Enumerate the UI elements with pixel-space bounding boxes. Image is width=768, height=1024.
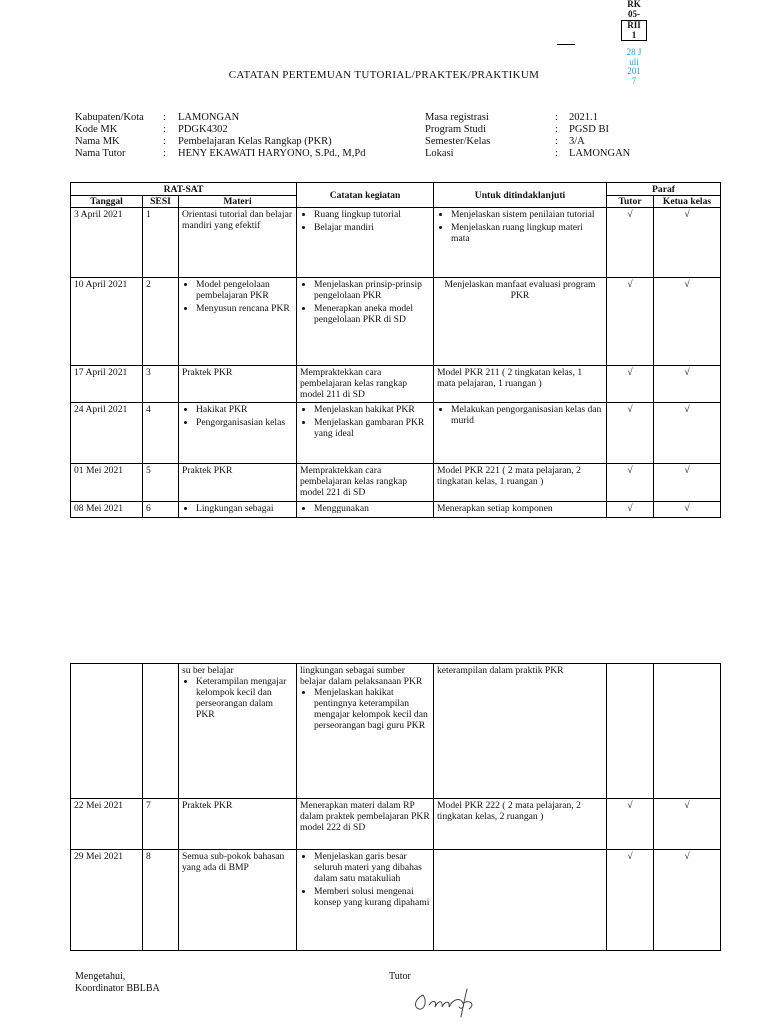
cell-tanggal — [71, 403, 143, 464]
cell-tindak-text: Model PKR 222 ( 2 mata pelajaran, 2 tingkatan kelas, 2 ruangan ) — [437, 800, 581, 822]
cell-paraf-ketua — [654, 464, 721, 502]
cell-paraf-tutor-text: √ — [627, 279, 633, 290]
cell-materi-text: Orientasi tutorial dan belajar mandiri yang efektif — [182, 209, 293, 231]
list-item: • Menjelaskan ruang lingkup materi mata — [451, 222, 603, 244]
activity-table — [70, 182, 721, 518]
cell-sesi — [143, 664, 179, 799]
cell-tindak-list — [437, 404, 603, 426]
cell-catatan-text: Menerapkan materi dalam RP dalam praktek pembelajaran PKR model 222 di SD — [300, 800, 430, 833]
cell-materi — [179, 278, 297, 366]
info-right-labels — [425, 112, 535, 160]
page-title: CATATAN PERTEMUAN TUTORIAL/PRAKTEK/PRAKTIKUM — [228, 69, 540, 81]
cell-materi-text: Praktek PKR — [182, 465, 233, 476]
cell-materi-text: Semua sub-pokok bahasan yang ada di BMP — [182, 851, 285, 873]
header-ketua: Ketua kelas — [654, 196, 721, 208]
list-item: • Menjelaskan hakikat pentingnya keterampilan mengajar kelompok kecil dan perseorangan bagi guru PKR — [314, 687, 430, 731]
cell-paraf-tutor — [607, 403, 654, 464]
table-row — [71, 403, 721, 464]
cell-tindak-text: Model PKR 221 ( 2 mata pelajaran, 2 tingkatan kelas, 1 ruangan ) — [437, 465, 581, 487]
cell-paraf-ketua — [654, 366, 721, 403]
table-row — [71, 208, 721, 278]
header-paraf: Paraf — [607, 183, 721, 196]
cell-materi-list — [182, 279, 293, 314]
cell-catatan — [297, 208, 434, 278]
cell-materi — [179, 502, 297, 518]
cell-sesi — [143, 208, 179, 278]
cell-tindak-text: Menerapkan setiap komponen — [437, 503, 553, 514]
cell-catatan-list — [300, 687, 430, 731]
cell-paraf-tutor-text: √ — [627, 404, 633, 415]
cell-paraf-tutor — [607, 502, 654, 518]
cell-tanggal — [71, 366, 143, 403]
cell-catatan-list — [300, 209, 430, 233]
header-tutor: Tutor — [607, 196, 654, 208]
cell-tindak — [434, 403, 607, 464]
info-value: LAMONGAN — [178, 112, 240, 123]
cell-paraf-tutor-text: √ — [627, 209, 633, 220]
document-date: 28 Juli 2017 — [626, 47, 642, 86]
info-label: Semester/Kelas — [425, 136, 491, 147]
cell-paraf-ketua — [654, 850, 721, 951]
cell-tanggal — [71, 278, 143, 366]
cell-paraf-tutor-text: √ — [627, 503, 633, 514]
cell-materi — [179, 850, 297, 951]
cell-materi-text: Praktek PKR — [182, 367, 233, 378]
cell-paraf-ketua-text: √ — [684, 800, 690, 811]
cell-tanggal — [71, 464, 143, 502]
code-boxed-a: RII — [627, 20, 641, 30]
cell-tindak-text: keterampilan dalam praktik PKR — [437, 665, 564, 676]
table-row — [71, 464, 721, 502]
list-item: • Ruang lingkup tutorial — [314, 209, 430, 220]
info-value: LAMONGAN — [569, 148, 631, 159]
code-mid: 05- — [628, 8, 640, 19]
list-item: • Menjelaskan garis besar seluruh materi yang dibahas dalam satu matakuliah — [314, 851, 430, 884]
info-label: Kode MK — [75, 124, 118, 135]
cell-sesi — [143, 850, 179, 951]
cell-catatan — [297, 664, 434, 799]
cell-catatan — [297, 464, 434, 502]
cell-tanggal-text: 10 April 2021 — [74, 279, 128, 290]
cell-sesi — [143, 403, 179, 464]
code-top: RK — [627, 0, 641, 9]
table-row — [71, 799, 721, 850]
cell-tindak — [434, 502, 607, 518]
cell-sesi-text: 5 — [146, 465, 151, 476]
cell-tindak — [434, 664, 607, 799]
cell-tanggal — [71, 664, 143, 799]
cell-materi — [179, 403, 297, 464]
cell-paraf-ketua-text: √ — [684, 851, 690, 862]
cell-paraf-ketua — [654, 664, 721, 799]
cell-paraf-ketua-text: √ — [684, 367, 690, 378]
cell-paraf-ketua — [654, 278, 721, 366]
cell-tanggal-text: 01 Mei 2021 — [74, 465, 124, 476]
info-label: Nama Tutor — [75, 148, 126, 159]
list-item: • Hakikat PKR — [196, 404, 293, 415]
cell-paraf-ketua-text: √ — [684, 404, 690, 415]
cell-materi-text: su ber belajar — [182, 665, 234, 676]
info-right-colons — [555, 112, 565, 160]
cell-sesi-text: 2 — [146, 279, 151, 290]
cell-tanggal — [71, 850, 143, 951]
cell-sesi — [143, 366, 179, 403]
cell-paraf-ketua — [654, 799, 721, 850]
list-item: • Menjelaskan gambaran PKR yang ideal — [314, 417, 430, 439]
tutor-signature — [405, 985, 495, 1021]
list-item: • Lingkungan sebagai — [196, 503, 293, 514]
activity-table-continued — [70, 663, 721, 951]
cell-paraf-ketua-text: √ — [684, 279, 690, 290]
list-item: • Keterampilan mengajar kelompok kecil dan perseorangan dalam PKR — [196, 676, 293, 720]
cell-sesi — [143, 799, 179, 850]
info-value: PGSD BI — [569, 124, 609, 135]
cell-paraf-ketua — [654, 403, 721, 464]
cell-catatan — [297, 502, 434, 518]
cell-tindak — [434, 850, 607, 951]
info-value: 2021.1 — [569, 112, 598, 123]
cell-catatan — [297, 403, 434, 464]
info-left-labels — [75, 112, 155, 160]
cell-paraf-tutor-text: √ — [627, 851, 633, 862]
cell-paraf-ketua-text: √ — [684, 465, 690, 476]
cell-paraf-tutor — [607, 208, 654, 278]
cell-paraf-tutor — [607, 664, 654, 799]
list-item: • Menjelaskan sistem penilaian tutorial — [451, 209, 603, 220]
cell-paraf-tutor — [607, 799, 654, 850]
coordinator-block — [75, 971, 160, 995]
cell-tindak — [434, 366, 607, 403]
info-value: 3/A — [569, 136, 585, 147]
table-body — [71, 208, 721, 518]
list-item: • Menyusun rencana PKR — [196, 303, 293, 314]
cell-sesi-text: 8 — [146, 851, 151, 862]
table-body — [71, 664, 721, 951]
cell-tindak — [434, 208, 607, 278]
cell-catatan — [297, 799, 434, 850]
cell-sesi-text: 6 — [146, 503, 151, 514]
header-materi: Materi — [179, 196, 297, 208]
cell-paraf-tutor — [607, 850, 654, 951]
list-item: • Pengorganisasian kelas — [196, 417, 293, 428]
colon: : — [163, 148, 166, 159]
cell-materi — [179, 464, 297, 502]
cell-paraf-ketua-text: √ — [684, 503, 690, 514]
cell-paraf-tutor-text: √ — [627, 800, 633, 811]
list-item: • Menerapkan aneka model pengelolaan PKR di SD — [314, 303, 430, 325]
info-label: Masa registrasi — [425, 112, 489, 123]
cell-catatan-text: Mempraktekkan cara pembelajaran kelas rangkap model 211 di SD — [300, 367, 408, 400]
list-item: • Belajar mandiri — [314, 222, 430, 233]
cell-catatan-list — [300, 404, 430, 439]
cell-tanggal-text: 29 Mei 2021 — [74, 851, 124, 862]
colon: : — [163, 112, 166, 123]
cell-sesi-text: 1 — [146, 209, 151, 220]
list-item: • Menggunakan — [314, 503, 430, 514]
tutor-label: Tutor — [389, 971, 411, 982]
cell-tanggal-text: 3 April 2021 — [74, 209, 123, 220]
cell-materi-list — [182, 676, 293, 720]
list-item: • Menjelaskan prinsip-prinsip pengelolaan PKR — [314, 279, 430, 301]
cell-materi — [179, 799, 297, 850]
table-row — [71, 502, 721, 518]
cell-paraf-ketua — [654, 502, 721, 518]
table-row — [71, 366, 721, 403]
cell-tindak-list — [437, 209, 603, 244]
code-boxed-b: 1 — [631, 29, 637, 40]
header-tindak: Untuk ditindaklanjuti — [434, 183, 607, 208]
cell-materi — [179, 208, 297, 278]
info-value: HENY EKAWATI HARYONO, S.Pd., M,Pd — [178, 148, 366, 159]
colon: : — [555, 124, 558, 135]
cell-tindak — [434, 799, 607, 850]
cell-sesi — [143, 278, 179, 366]
cell-catatan — [297, 366, 434, 403]
cell-tindak-text: Model PKR 211 ( 2 tingkatan kelas, 1 mata pelajaran, 1 ruangan ) — [437, 367, 583, 389]
colon: : — [555, 112, 558, 123]
table-row — [71, 850, 721, 951]
cell-catatan-list — [300, 503, 430, 514]
cell-materi-text: Praktek PKR — [182, 800, 233, 811]
cell-catatan-text: lingkungan sebagai sumber belajar dalam pelaksanaan PKR — [300, 665, 423, 687]
cell-sesi — [143, 502, 179, 518]
cell-tindak — [434, 278, 607, 366]
cell-sesi-text: 4 — [146, 404, 151, 415]
cell-sesi — [143, 464, 179, 502]
table-row — [71, 664, 721, 799]
cell-catatan — [297, 278, 434, 366]
cell-materi-list — [182, 503, 293, 514]
info-label: Program Studi — [425, 124, 486, 135]
cell-tanggal-text: 22 Mei 2021 — [74, 800, 124, 811]
info-right-values — [569, 112, 689, 160]
info-value: Pembelajaran Kelas Rangkap (PKR) — [178, 136, 332, 147]
list-item: • Memberi solusi mengenai konsep yang kurang dipahami — [314, 886, 430, 908]
list-item: • Melakukan pengorganisasian kelas dan murid — [451, 404, 603, 426]
cell-tanggal — [71, 502, 143, 518]
cell-catatan-text: Mempraktekkan cara pembelajaran kelas rangkap model 221 di SD — [300, 465, 408, 498]
list-item: • Menjelaskan hakikat PKR — [314, 404, 430, 415]
list-item: • Model pengelolaan pembelajaran PKR — [196, 279, 293, 301]
cell-paraf-tutor — [607, 278, 654, 366]
cell-materi — [179, 664, 297, 799]
info-label: Kabupaten/Kota — [75, 112, 144, 123]
cell-tanggal-text: 17 April 2021 — [74, 367, 128, 378]
cell-catatan — [297, 850, 434, 951]
cell-tindak-text: Menjelaskan manfaat evaluasi program PKR — [444, 279, 596, 301]
cell-paraf-tutor — [607, 366, 654, 403]
info-label: Lokasi — [425, 148, 454, 159]
signature-line — [557, 44, 575, 45]
cell-tanggal — [71, 799, 143, 850]
cell-tanggal-text: 24 April 2021 — [74, 404, 128, 415]
colon: : — [555, 148, 558, 159]
cell-tindak — [434, 464, 607, 502]
cell-paraf-tutor-text: √ — [627, 367, 633, 378]
code-boxed — [621, 20, 647, 41]
cell-tanggal — [71, 208, 143, 278]
header-rat-sat: RAT-SAT — [71, 183, 297, 196]
footer-acknowledge: Mengetahui, — [75, 971, 126, 982]
document-code — [621, 0, 647, 42]
info-label: Nama MK — [75, 136, 120, 147]
table-row — [71, 278, 721, 366]
cell-materi — [179, 366, 297, 403]
colon: : — [163, 136, 166, 147]
colon: : — [163, 124, 166, 135]
cell-paraf-ketua — [654, 208, 721, 278]
header-tanggal: Tanggal — [71, 196, 143, 208]
footer-coordinator: Koordinator BBLBA — [75, 983, 160, 994]
cell-sesi-text: 3 — [146, 367, 151, 378]
cell-materi-list — [182, 404, 293, 428]
cell-paraf-ketua-text: √ — [684, 209, 690, 220]
cell-paraf-tutor-text: √ — [627, 465, 633, 476]
cell-paraf-tutor — [607, 464, 654, 502]
info-left-colons — [163, 112, 173, 160]
cell-catatan-list — [300, 279, 430, 325]
info-left-values — [178, 112, 408, 160]
header-sesi: SESI — [143, 196, 179, 208]
cell-tanggal-text: 08 Mei 2021 — [74, 503, 124, 514]
cell-catatan-list — [300, 851, 430, 908]
colon: : — [555, 136, 558, 147]
info-value: PDGK4302 — [178, 124, 228, 135]
header-catatan: Catatan kegiatan — [297, 183, 434, 208]
cell-sesi-text: 7 — [146, 800, 151, 811]
